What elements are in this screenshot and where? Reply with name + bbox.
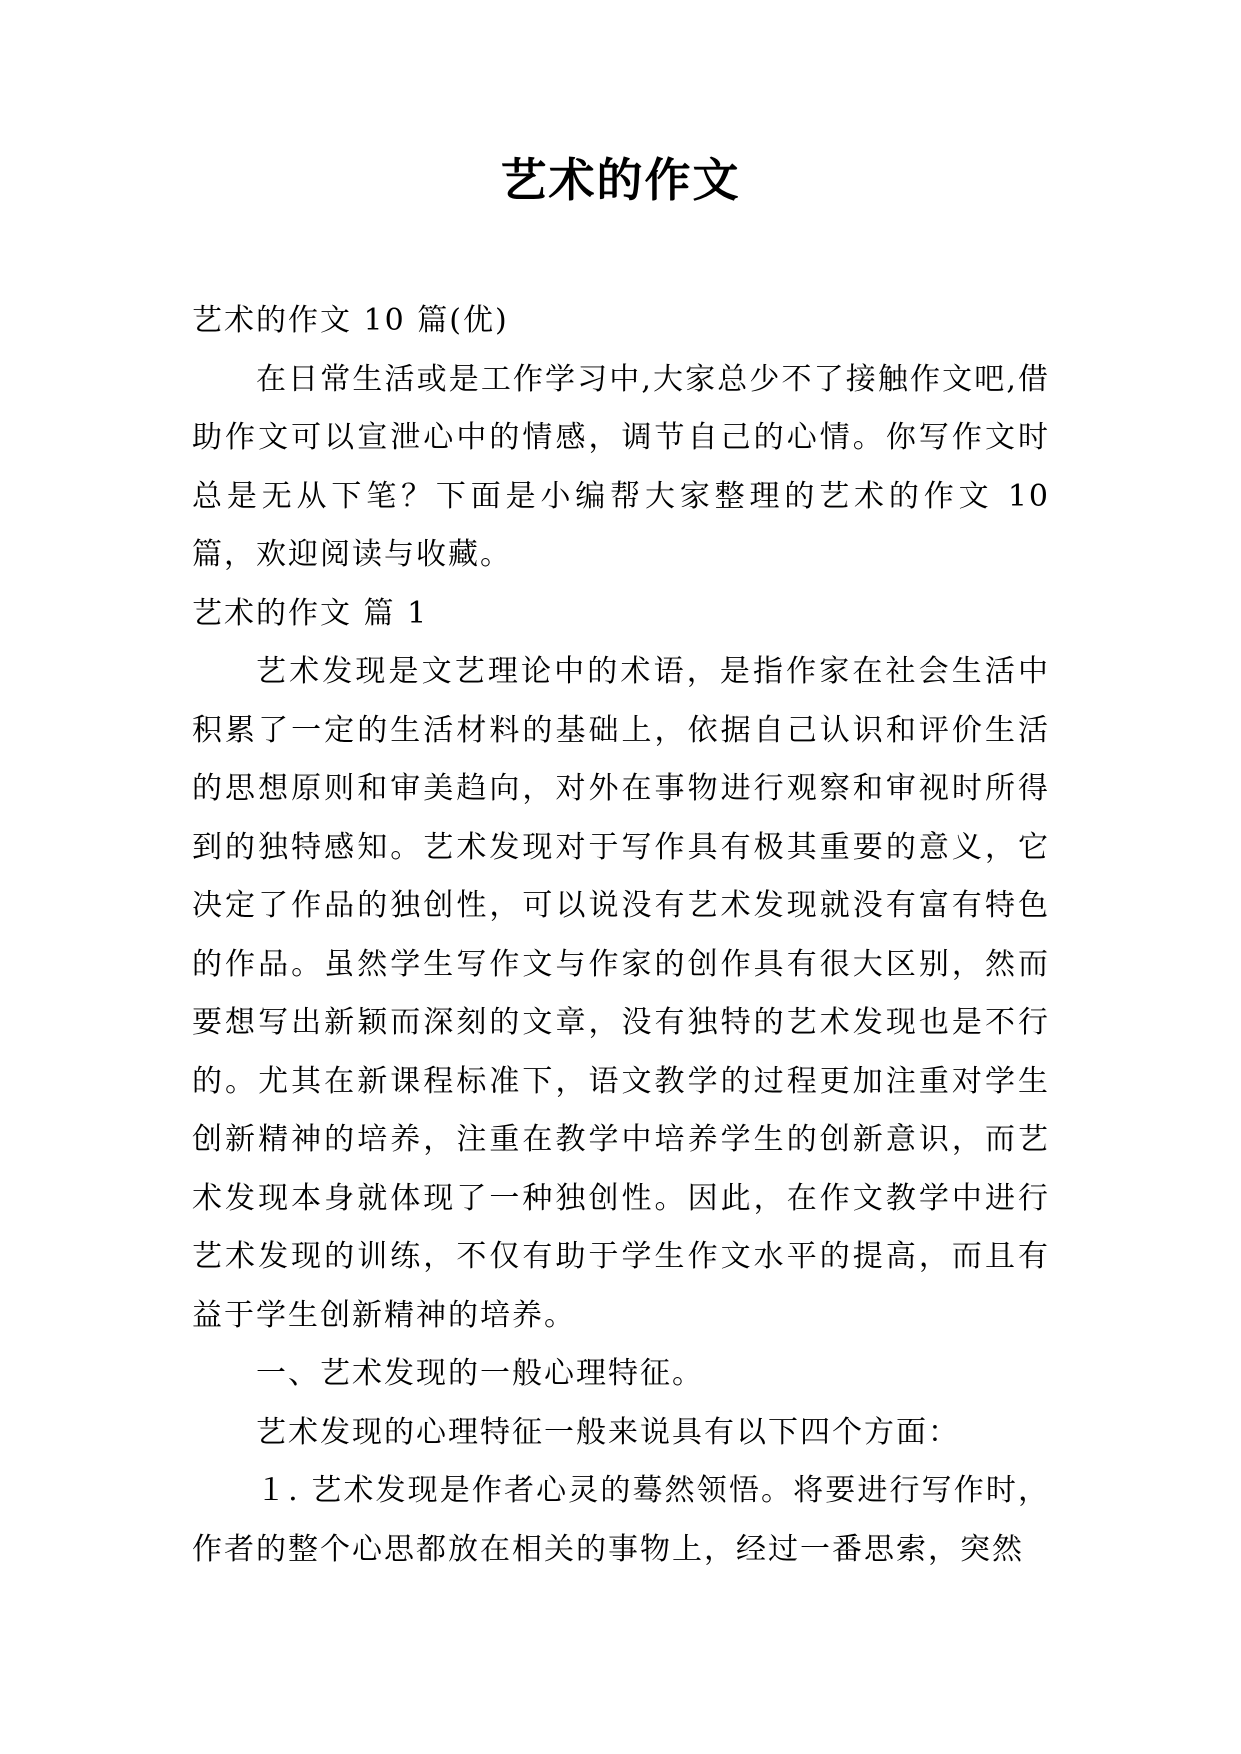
- numbered-paragraph: １. 艺术发现是作者心灵的蓦然领悟。将要进行写作时，作者的整个心思都放在相关的事物上，经过一番思索，突然: [192, 1473, 1050, 1567]
- body-paragraph: 艺术发现的心理特征一般来说具有以下四个方面：: [256, 1414, 960, 1450]
- intro-paragraph: 在日常生活或是工作学习中,大家总少不了接触作文吧,借助作文可以宣泄心中的情感，调节自己的心情。你写作文时总是无从下笔？下面是小编帮大家整理的艺术的作文 10 篇，欢迎阅读与收藏。: [192, 361, 1050, 572]
- subsection-heading: 一、艺术发现的一般心理特征。: [256, 1356, 704, 1391]
- document-body: [192, 292, 1050, 1579]
- document-subtitle: 艺术的作文 10 篇(优): [192, 303, 509, 338]
- section-heading: 艺术的作文 篇 1: [192, 595, 429, 631]
- page-title: 艺术的作文: [500, 153, 741, 207]
- body-paragraph: 艺术发现是文艺理论中的术语，是指作家在社会生活中积累了一定的生活材料的基础上，依据自己认识和评价生活的思想原则和审美趋向，对外在事物进行观察和审视时所得到的独特感知。艺术发现对于写作具有极其重要的意义，它决定了作品的独创性，可以说没有艺术发现就没有富有特色的作品。虽然学生写作文与作家的创作具有很大区别，然而要想写出新颖而深刻的文章，没有独特的艺术发现也是不行的。尤其在新课程标准下，语文教学的过程更加注重对学生创新精神的培养，注重在教学中培养学生的创新意识，而艺术发现本身就体现了一种独创性。因此，在作文教学中进行艺术发现的训练，不仅有助于学生作文水平的提高，而且有益于学生创新精神的培养。: [192, 654, 1050, 1333]
